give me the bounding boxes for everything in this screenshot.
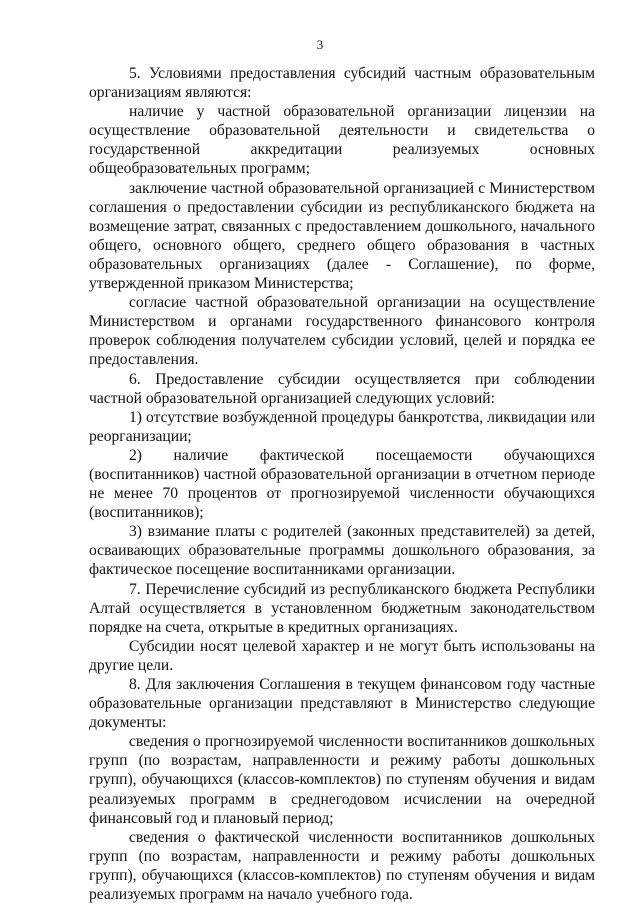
document-body	[89, 64, 595, 904]
paragraph-condition-3: 3) взимание платы с родителей (законных представителей) за детей, осваивающих образовательные программы дошкольного образования, за фактическое посещение воспитанниками организации.	[89, 523, 595, 579]
paragraph-consent: согласие частной образовательной организации на осуществление Министерством и органами государственного финансового контроля проверок соблюдения получателем субсидии условий, целей и порядка ее предоставления.	[89, 294, 595, 369]
paragraph-targeted-use: Субсидии носят целевой характер и не могут быть использованы на другие цели.	[89, 637, 595, 674]
paragraph-actual-info: сведения о фактической численности воспитанников дошкольных групп (по возрастам, направленности и режиму работы дошкольных групп), обучающихся (классов-комплектов) по ступеням обучения и видам реализуемых программ на начало учебного года.	[89, 828, 595, 904]
paragraph-agreement: заключение частной образовательной организацией с Министерством соглашения о предоставлении субсидии из республиканского бюджета на возмещение затрат, связанных с предоставлением дошкольного, начального общего, основного общего, среднего общего образования в частных образовательных организациях (далее - Соглашение), по форме, утвержденной приказом Министерства;	[89, 179, 595, 293]
paragraph-forecast-info: сведения о прогнозируемой численности воспитанников дошкольных групп (по возрастам, направленности и режиму работы дошкольных групп), обучающихся (классов-комплектов) по ступеням обучения и видам реализуемых программ в среднегодовом исчислении на очередной финансовый год и плановый период;	[89, 733, 595, 827]
paragraph-8-documents: 8. Для заключения Соглашения в текущем финансовом году частные образовательные организации представляют в Министерство следующие документы:	[89, 676, 595, 732]
paragraph-6-provision: 6. Предоставление субсидии осуществляется при соблюдении частной образовательной организацией следующих условий:	[89, 370, 595, 407]
paragraph-7-transfer: 7. Перечисление субсидий из республиканского бюджета Республики Алтай осуществляется в установленном бюджетным законодательством порядке на счета, открытые в кредитных организациях.	[89, 580, 595, 636]
paragraph-condition-2: 2) наличие фактической посещаемости обучающихся (воспитанников) частной образовательной организации в отчетном периоде не менее 70 процентов от прогнозируемой численности обучающихся (воспитанников);	[89, 446, 595, 522]
paragraph-license: наличие у частной образовательной организации лицензии на осуществление образовательной деятельности и свидетельства о государственной аккредитации реализуемых основных общеобразовательных программ;	[89, 103, 595, 178]
paragraph-5-conditions-intro: 5. Условиями предоставления субсидий частным образовательным организациям являются:	[89, 65, 595, 102]
paragraph-condition-1: 1) отсутствие возбужденной процедуры банкротства, ликвидации или реорганизации;	[89, 408, 595, 445]
page-number: 3	[316, 37, 324, 52]
